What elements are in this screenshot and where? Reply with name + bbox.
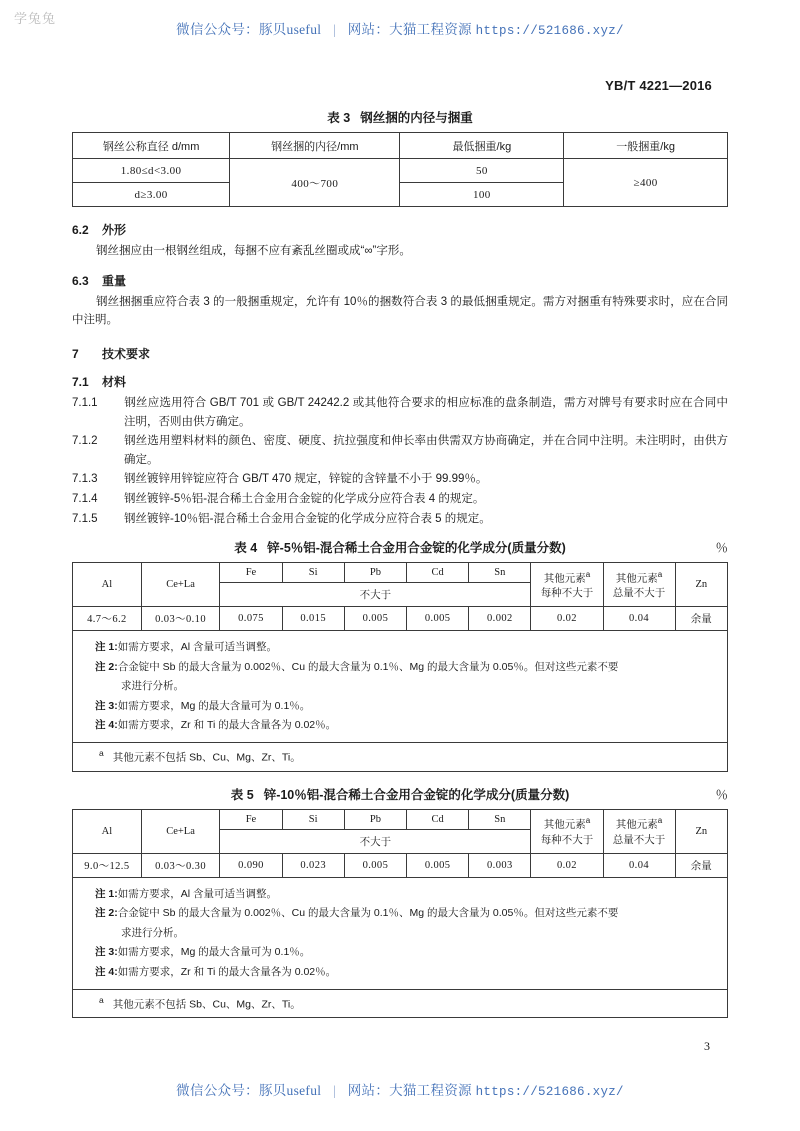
section-heading-6-2 [72, 221, 728, 238]
table5-note-1 [95, 885, 717, 904]
table4-cell-other-total: 0.04 [603, 607, 675, 631]
clause-text-7-1-2-line1: 钢丝选用塑料材料的颜色、密度、硬度、抗拉强度和伸长率由供需双方协商确定，并在合同中注 [124, 435, 612, 448]
section-heading-7-1 [72, 373, 728, 390]
table3-header-general-weight: 一般捆重/kg [564, 133, 728, 159]
table4-note-1-text: 如需方要求，Al 含量可适当调整。 [117, 641, 278, 654]
table5-footnote-text: 其他元素不包括 Sb、Cu、Mg、Zr、Ti。 [112, 998, 301, 1011]
table4-cell-al: 4.7～6.2 [73, 607, 142, 631]
table3-cell-diameter-2: d≥3.00 [73, 183, 230, 207]
table4-note-2-label: 注 2: [95, 660, 118, 673]
section-title-7-1: 材料 [102, 374, 127, 389]
table5-caption-unit: ％ [715, 787, 728, 802]
promo-site-label-bottom: 网站：大猫工程资源 [347, 1083, 472, 1098]
table3-cell-inner-diameter: 400～700 [230, 159, 400, 207]
table5-header-sn: Sn [469, 809, 531, 829]
corner-watermark: 学兔兔 [14, 11, 57, 26]
table4-header-other-total-line1: 其他元素 [615, 572, 658, 584]
clause-7-1-1 [72, 394, 728, 431]
table4-cell-cela: 0.03～0.10 [141, 607, 220, 631]
table3-cell-min-weight-1: 50 [400, 159, 564, 183]
table4-caption-title: 锌-5％铝-混合稀土合金用合金锭的化学成分(质量分数) [267, 541, 566, 556]
clause-number-7-1-1: 7.1.1 [72, 396, 98, 409]
table5-header-other-total-line2: 总量不大于 [612, 833, 666, 846]
table5-header-other-each [531, 809, 603, 853]
table-row [73, 989, 728, 1018]
section-number-6-3: 6.3 [72, 273, 89, 288]
table4-header-fe: Fe [220, 563, 282, 583]
promo-site-label: 网站：大猫工程资源 [347, 22, 472, 37]
table5-note-3-label: 注 3: [95, 946, 118, 959]
table4-header-other-total-line2: 总量不大于 [612, 587, 666, 599]
table5-note-2 [95, 904, 717, 923]
table4-header-al: Al [73, 563, 142, 607]
table5-cell-si: 0.023 [282, 853, 344, 877]
table5-footnote-mark-each: a [585, 816, 591, 826]
table5-caption-title: 锌-10％铝-混合稀土合金用合金锭的化学成分(质量分数) [263, 787, 570, 802]
clause-number-7-1-4: 7.1.4 [72, 493, 98, 505]
table5-note-2-text: 合金锭中 Sb 的最大含量为 0.002％、Cu 的最大含量为 0.1％、Mg 的最大含量为 0.05％。但对这些元素不要 [117, 907, 619, 920]
section-title-6-3: 重量 [102, 273, 127, 288]
table5-note-4-label: 注 4: [95, 965, 118, 978]
clause-7-1-2 [72, 432, 728, 469]
table4-caption-unit: ％ [715, 541, 728, 556]
table4-cell-cd: 0.005 [407, 607, 469, 631]
clause-7-1-5 [72, 510, 728, 529]
table5-header-other-total-line1: 其他元素 [615, 818, 658, 831]
table3-header-inner-diameter: 钢丝捆的内径/mm [230, 133, 400, 159]
table5-header-other-each-line2: 每种不大于 [540, 833, 594, 846]
table5-notes [73, 877, 728, 989]
table-row [73, 809, 728, 829]
table-row [73, 159, 728, 183]
table4-footnote-marker: a [99, 748, 104, 759]
table-row [73, 133, 728, 159]
table5-header-pb: Pb [344, 809, 406, 829]
table3-caption-title: 钢丝捆的内径与捆重 [360, 111, 473, 125]
section-number-7-1: 7.1 [72, 374, 89, 389]
table5-header-zn: Zn [675, 809, 727, 853]
table4-note-4-label: 注 4: [95, 718, 118, 731]
table5-cell-cela: 0.03～0.30 [141, 853, 220, 877]
clause-number-7-1-5: 7.1.5 [72, 512, 98, 525]
table4-header-other-each-line1: 其他元素 [543, 572, 586, 584]
table5-note-4-text: 如需方要求，Zr 和 Ti 的最大含量各为 0.02％。 [117, 965, 337, 978]
table4-note-3-label: 注 3: [95, 699, 118, 712]
section-heading-7 [72, 345, 728, 362]
promo-separator-bottom: | [333, 1083, 337, 1098]
section-title-7: 技术要求 [102, 346, 151, 361]
table4-footnote [73, 743, 728, 772]
table4-footnote-mark-each: a [585, 569, 591, 579]
table4-cell-fe: 0.075 [220, 607, 282, 631]
table4-note-2-text: 合金锭中 Sb 的最大含量为 0.002％、Cu 的最大含量为 0.1％、Mg 的最大含量为 0.05％。但对这些元素不要 [117, 660, 619, 673]
table4-cell-sn: 0.002 [469, 607, 531, 631]
table5-cell-al: 9.0～12.5 [73, 853, 142, 877]
table-row [73, 743, 728, 772]
table4-header-pb: Pb [344, 563, 406, 583]
table5-note-3 [95, 943, 717, 962]
section-heading-6-3 [72, 272, 728, 289]
table5-note-2-label: 注 2: [95, 907, 118, 920]
table4-note-4-text: 如需方要求，Zr 和 Ti 的最大含量各为 0.02％。 [117, 718, 337, 731]
table4-header-other-each-line2: 每种不大于 [540, 587, 594, 599]
promo-separator: | [333, 22, 337, 37]
promo-banner-bottom [0, 1079, 800, 1099]
table5-cell-pb: 0.005 [344, 853, 406, 877]
table5-cell-cd: 0.005 [407, 853, 469, 877]
table5-note-3-text: 如需方要求，Mg 的最大含量可为 0.1％。 [117, 946, 311, 959]
table5-footnote-marker: a [99, 994, 104, 1005]
standard-number: YB/T 4221—2016 [605, 78, 712, 93]
clause-7-1-4 [72, 490, 728, 509]
clause-7-1-3 [72, 470, 728, 489]
table4-note-1 [95, 638, 717, 657]
table4-header-cela: Ce+La [141, 563, 220, 607]
promo-wechat-label: 微信公众号：豚贝useful [176, 22, 322, 37]
clause-text-7-1-3: 钢丝镀锌用锌锭应符合 GB/T 470 规定，锌锭的含锌量不小于 99.99％。 [124, 473, 488, 486]
table4-note-2 [95, 658, 717, 677]
table5-note-4 [95, 963, 717, 982]
table4-cell-pb: 0.005 [344, 607, 406, 631]
table5-cell-zn: 余量 [675, 853, 727, 877]
table5-cell-other-each: 0.02 [531, 853, 603, 877]
table4-note-3-text: 如需方要求，Mg 的最大含量可为 0.1％。 [117, 699, 311, 712]
table-row [73, 877, 728, 989]
table5-header-not-greater: 不大于 [220, 829, 531, 853]
promo-url-bottom: https://521686.xyz/ [475, 1085, 624, 1099]
table3-caption [72, 108, 728, 126]
table4-cell-si: 0.015 [282, 607, 344, 631]
promo-wechat-label-bottom: 微信公众号：豚贝useful [176, 1083, 322, 1098]
table4-note-1-label: 注 1: [95, 641, 118, 654]
page-number: 3 [704, 1039, 710, 1053]
table-row [73, 631, 728, 743]
table5-header-al: Al [73, 809, 142, 853]
table4-caption [72, 538, 728, 556]
table4-notes [73, 631, 728, 743]
page-content [72, 108, 728, 1018]
table5-caption [72, 785, 728, 803]
table-3-bundle-diameter-weight [72, 132, 728, 207]
table4-caption-label: 表 4 [234, 541, 258, 556]
table5-cell-sn: 0.003 [469, 853, 531, 877]
table4-cell-other-each: 0.02 [531, 607, 603, 631]
table4-header-cd: Cd [407, 563, 469, 583]
table3-header-diameter: 钢丝公称直径 d/mm [73, 133, 230, 159]
table5-cell-other-total: 0.04 [603, 853, 675, 877]
table3-cell-general-weight: ≥400 [564, 159, 728, 207]
clause-number-7-1-2: 7.1.2 [72, 435, 98, 448]
section-number-7: 7 [72, 346, 79, 361]
table4-header-other-total [603, 563, 675, 607]
table3-cell-min-weight-2: 100 [400, 183, 564, 207]
table4-header-other-each [531, 563, 603, 607]
table4-note-3 [95, 697, 717, 716]
table4-header-sn: Sn [469, 563, 531, 583]
table3-caption-label: 表 3 [327, 111, 351, 125]
section-title-6-2: 外形 [102, 223, 127, 237]
table5-header-cd: Cd [407, 809, 469, 829]
clause-number-7-1-3: 7.1.3 [72, 473, 98, 486]
clause-text-7-1-2-line2: 明。未注明时，由供方确定。 [124, 435, 729, 466]
clause-text-7-1-1-line1: 钢丝应选用符合 GB/T 701 或 GB/T 24242.2 或其他符合要求的相应标准的盘条制造，需方对牌 [124, 396, 611, 409]
table5-note-2-continuation: 求进行分析。 [121, 926, 184, 939]
clause-text-7-1-5: 钢丝镀锌-10％铝-混合稀土合金用合金锭的化学成分应符合表 5 的规定。 [124, 512, 491, 525]
table5-header-other-total [603, 809, 675, 853]
table5-cell-fe: 0.090 [220, 853, 282, 877]
table5-header-fe: Fe [220, 809, 282, 829]
table5-header-si: Si [282, 809, 344, 829]
table3-cell-diameter-1: 1.80≤d<3.00 [73, 159, 230, 183]
table4-header-si: Si [282, 563, 344, 583]
section-body-6-3: 钢丝捆捆重应符合表 3 的一般捆重规定，允许有 10％的捆数符合表 3 的最低捆重规定。需方对捆重有特殊要求时，应在合同中注明。 [72, 295, 728, 327]
table5-header-other-each-line1: 其他元素 [543, 818, 586, 831]
table4-note-2-continuation: 求进行分析。 [121, 680, 184, 693]
table4-cell-zn: 余量 [675, 607, 727, 631]
table-row [73, 853, 728, 877]
table-row [73, 563, 728, 583]
section-body-6-2: 钢丝捆应由一根钢丝组成，每捆不应有紊乱丝圈或成“∞”字形。 [96, 245, 411, 257]
table4-header-not-greater: 不大于 [220, 583, 531, 607]
table5-note-1-label: 注 1: [95, 887, 118, 900]
table5-footnote [73, 989, 728, 1018]
table5-footnote-mark-total: a [657, 816, 663, 826]
table5-note-1-text: 如需方要求，Al 含量可适当调整。 [117, 887, 278, 900]
table-row [73, 607, 728, 631]
table5-caption-label: 表 5 [230, 787, 254, 802]
table4-footnote-mark-total: a [657, 569, 663, 579]
promo-url: https://521686.xyz/ [475, 24, 624, 38]
table4-footnote-text: 其他元素不包括 Sb、Cu、Mg、Zr、Ti。 [112, 751, 301, 764]
clause-text-7-1-1-line2: 号有要求时应在合同中注明，否则由供方确定。 [124, 396, 729, 428]
table4-note-4 [95, 716, 717, 735]
clause-text-7-1-4: 钢丝镀锌-5％铝-混合稀土合金用合金锭的化学成分应符合表 4 的规定。 [124, 493, 485, 505]
table3-header-min-weight: 最低捆重/kg [400, 133, 564, 159]
table4-header-zn: Zn [675, 563, 727, 607]
section-number-6-2: 6.2 [72, 223, 89, 237]
table-5-zn10al-composition [72, 809, 728, 1019]
table5-header-cela: Ce+La [141, 809, 220, 853]
table-4-zn5al-composition [72, 562, 728, 772]
